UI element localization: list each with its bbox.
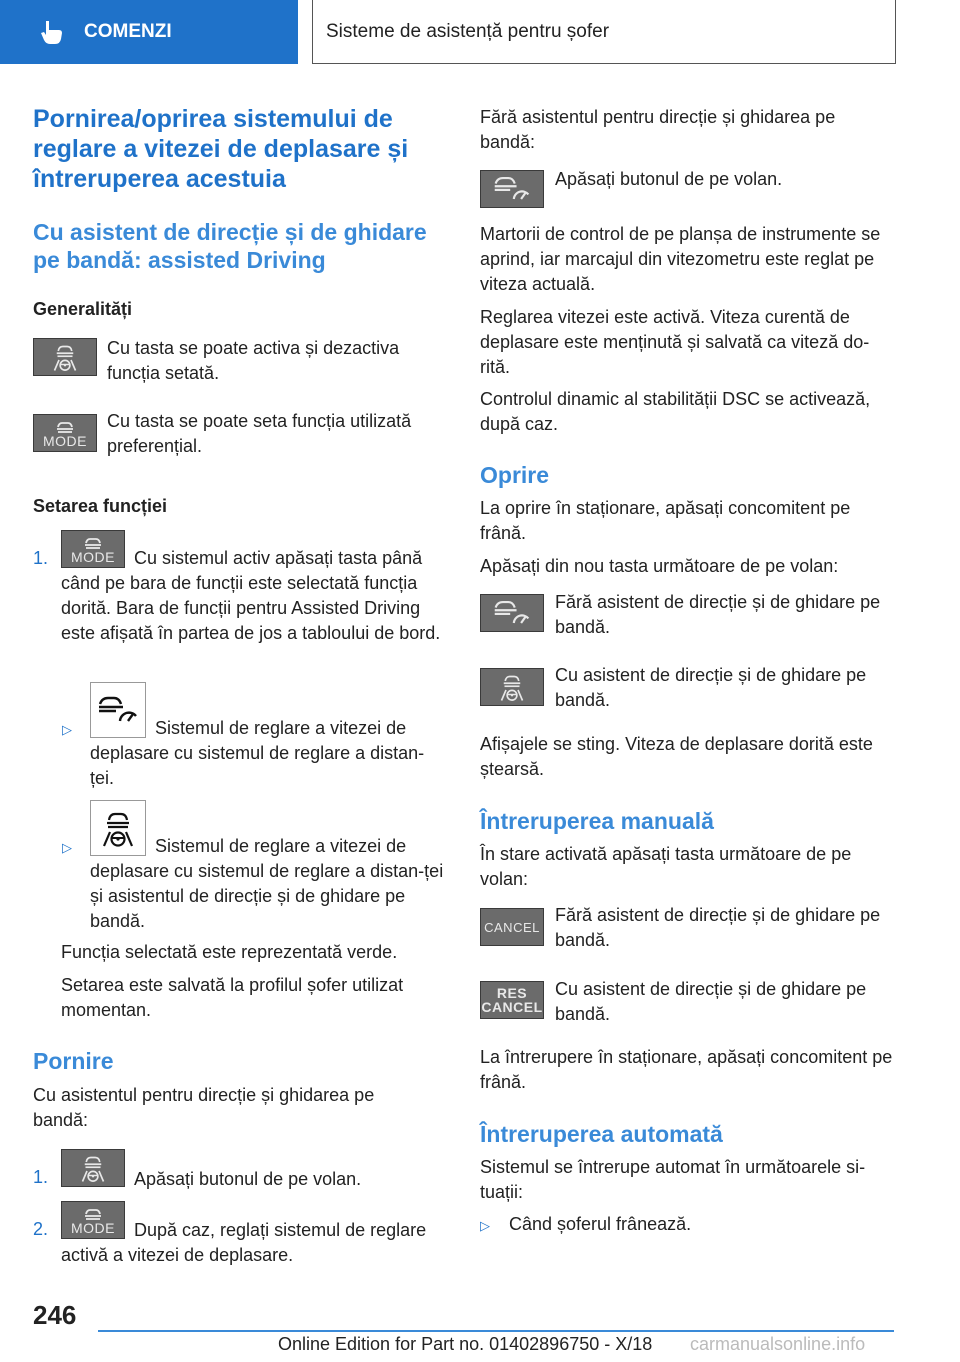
general-heading: Generalități: [33, 299, 133, 319]
res-label: RES: [496, 985, 528, 1001]
chapter-tab[interactable]: [0, 0, 298, 64]
steering-assist-icon: [45, 342, 85, 372]
active-text: Reglarea vitezei este activă. Viteza curentă de deplasare este menținută și salvată ca viteză do-rită.: [480, 307, 870, 377]
stop-item-2: Cu asistent de direcție și de ghidare pe bandă.: [555, 665, 867, 710]
manual-item-2: Cu asistent de direcție și de ghidare pe bandă.: [555, 979, 867, 1024]
general-item-1: Cu tasta se poate activa și dezactiva funcția setată.: [107, 338, 400, 383]
bullet2-text: Sistemul de reglare a vitezei de deplasare cu sistemul de reglare a distan-ței și asistentul de direcție și de ghidare pe bandă.: [90, 836, 444, 931]
steering-assist-icon: [492, 672, 532, 702]
assist-toggle-button[interactable]: [33, 338, 97, 376]
bullet-glyph: ▷: [62, 722, 72, 737]
hand-pointer-icon: [40, 19, 64, 45]
main-heading: Pornirea/oprirea sistemului de reglare a vitezei de deplasare și întreruperea acestuia: [33, 105, 409, 193]
start-step1-text: Apăsați butonul de pe volan.: [134, 1169, 362, 1189]
saved-note: Setarea este salvată la profilul șofer utilizat momentan.: [61, 975, 404, 1020]
start-step2-text: După caz, reglați sistemul de reglare activă a vitezei de deplasare.: [61, 1220, 427, 1265]
chapter-tab-label: COMENZI: [84, 21, 172, 42]
stop-item-1: Fără asistent de direcție și de ghidare pe bandă.: [555, 592, 881, 637]
assist-toggle-button[interactable]: [480, 668, 544, 706]
manual-intro: În stare activată apăsați tasta următoare de pe volan:: [480, 844, 852, 889]
watermark: carmanualsonline.info: [690, 1334, 866, 1354]
stop-press-again: Apăsați din nou tasta următoare de pe volan:: [480, 556, 839, 576]
subheading-assisted-driving: Cu asistent de direcție și de ghidare pe bandă: assisted Driving: [33, 219, 427, 273]
dsc-text: Controlul dinamic al stabilității DSC se activează, după caz.: [480, 389, 871, 434]
auto-intro: Sistemul se întrerupe automat în următoarele si-tuații:: [480, 1157, 866, 1202]
mode-button-label: MODE: [71, 1219, 115, 1236]
stop-intro: La oprire în staționare, apăsați concomitent pe frână.: [480, 498, 851, 543]
manual-item-1: Fără asistent de direcție și de ghidare pe bandă.: [555, 905, 881, 950]
bullet1-text: Sistemul de reglare a vitezei de deplasare cu sistemul de reglare a distan-ței.: [90, 718, 425, 788]
step-number: 1.: [33, 548, 49, 568]
cancel-button[interactable]: [480, 908, 544, 946]
step-number: 1.: [33, 1167, 49, 1187]
bullet-glyph: ▷: [62, 840, 72, 855]
start-intro: Cu asistentul pentru direcție și ghidarea pe bandă:: [33, 1085, 375, 1130]
acc-button[interactable]: [480, 594, 544, 632]
section-title: Sisteme de asistență pentru șofer: [312, 0, 896, 64]
auto-bullet-1: Când șoferul frânează.: [509, 1214, 692, 1234]
press-button-text: Apăsați butonul de pe volan.: [555, 169, 783, 189]
cancel-button-label: CANCEL: [484, 919, 540, 935]
assist-toggle-button[interactable]: [61, 1149, 125, 1187]
no-assist-intro: Fără asistentul pentru direcție și ghidarea pe bandă:: [480, 107, 836, 152]
acc-button[interactable]: [480, 170, 544, 208]
steering-assist-icon: [73, 1153, 113, 1183]
bullet-glyph: ▷: [480, 1218, 490, 1233]
res-cancel-button[interactable]: [480, 981, 544, 1019]
general-item-2: Cu tasta se poate seta funcția utilizată preferențial.: [107, 411, 412, 456]
mode-button[interactable]: [33, 414, 97, 452]
page-number: 246: [33, 1300, 77, 1330]
manual-standstill: La întrerupere în staționare, apăsați concomitent pe frână.: [480, 1047, 893, 1092]
distance-control-icon: [492, 174, 532, 204]
mode-button-label: MODE: [43, 432, 87, 449]
stop-heading: Oprire: [480, 462, 550, 488]
selected-note: Funcția selectată este reprezentată verde.: [61, 942, 398, 962]
step1-text: Cu sistemul activ apăsați tasta până când pe bara de funcții este selectată funcția dorită. Bara de funcții pentru Assisted Driving este afișată în partea de jos a tabloului de bord.: [61, 548, 441, 643]
lights-text: Martorii de control de pe planșa de instrumente se aprind, iar marcajul din vitezometru este reglat pe viteza actuală.: [480, 224, 881, 294]
res-cancel-label: CANCEL: [481, 999, 543, 1015]
start-heading: Pornire: [33, 1048, 114, 1074]
manual-interrupt-heading: Întreruperea manuală: [480, 808, 714, 834]
mode-button-label: MODE: [71, 548, 115, 565]
setting-heading: Setarea funcției: [33, 496, 168, 516]
footer-edition: Online Edition for Part no. 01402896750 - X/18: [278, 1334, 653, 1354]
auto-interrupt-heading: Întreruperea automată: [480, 1121, 723, 1147]
footer-divider: [98, 1330, 894, 1332]
distance-control-icon: [492, 598, 532, 628]
step-number: 2.: [33, 1219, 49, 1239]
stop-displays: Afișajele se sting. Viteza de deplasare dorită este ștearsă.: [480, 734, 873, 779]
